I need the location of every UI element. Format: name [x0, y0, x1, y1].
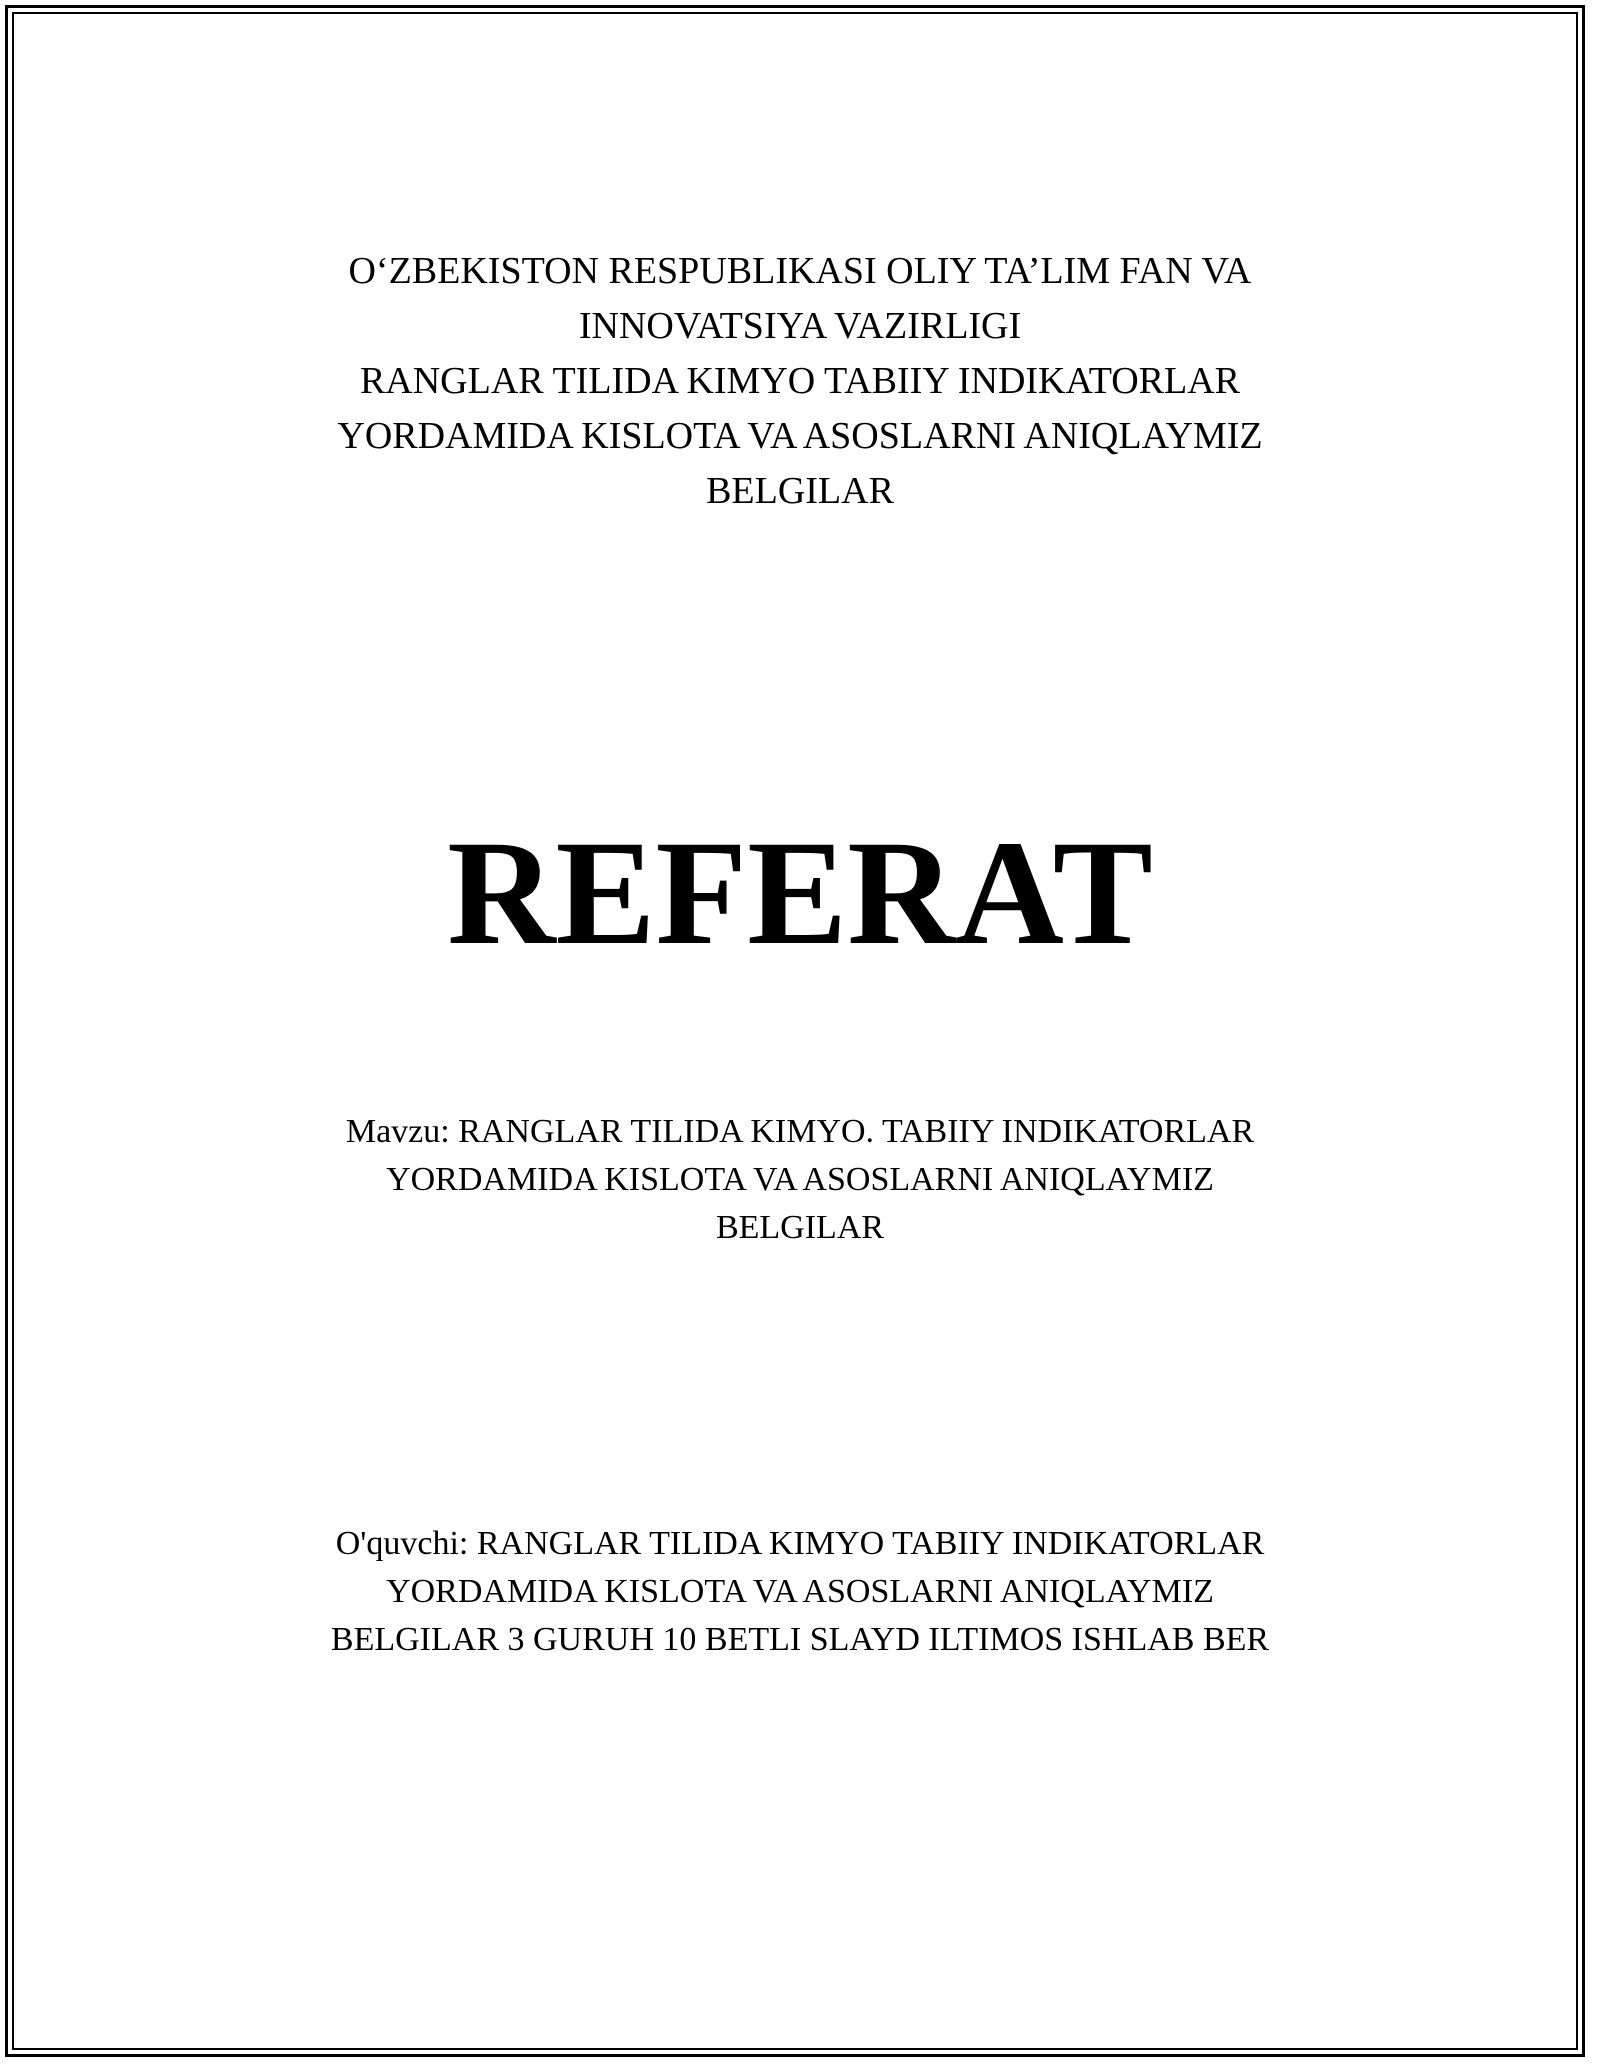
header-line: BELGILAR [706, 470, 894, 512]
header-line: O‘ZBEKISTON RESPUBLIKASI OLIY TA’LIM FAN VA [348, 250, 1252, 292]
student-line: YORDAMIDA KISLOTA VA ASOSLARNI ANIQLAYMIZ [386, 1573, 1214, 1610]
header-line: YORDAMIDA KISLOTA VA ASOSLARNI ANIQLAYMIZ [337, 415, 1263, 457]
student-line: O'quvchi: RANGLAR TILIDA KIMYO TABIIY INDIKATORLAR [335, 1525, 1265, 1562]
ministry-header [0, 244, 1600, 519]
topic-line: YORDAMIDA KISLOTA VA ASOSLARNI ANIQLAYMIZ [386, 1161, 1214, 1198]
student-block [0, 1520, 1600, 1664]
topic-line: BELGILAR [715, 1209, 885, 1246]
topic-block [0, 1108, 1600, 1252]
student-line: BELGILAR 3 GURUH 10 BETLI SLAYD ILTIMOS ISHLAB BER [330, 1621, 1270, 1658]
header-line: RANGLAR TILIDA KIMYO TABIIY INDIKATORLAR [359, 360, 1241, 402]
document-title: REFERAT [447, 810, 1153, 976]
topic-line: Mavzu: RANGLAR TILIDA KIMYO. TABIIY INDIKATORLAR [345, 1113, 1255, 1150]
header-line: INNOVATSIYA VAZIRLIGI [578, 305, 1022, 347]
